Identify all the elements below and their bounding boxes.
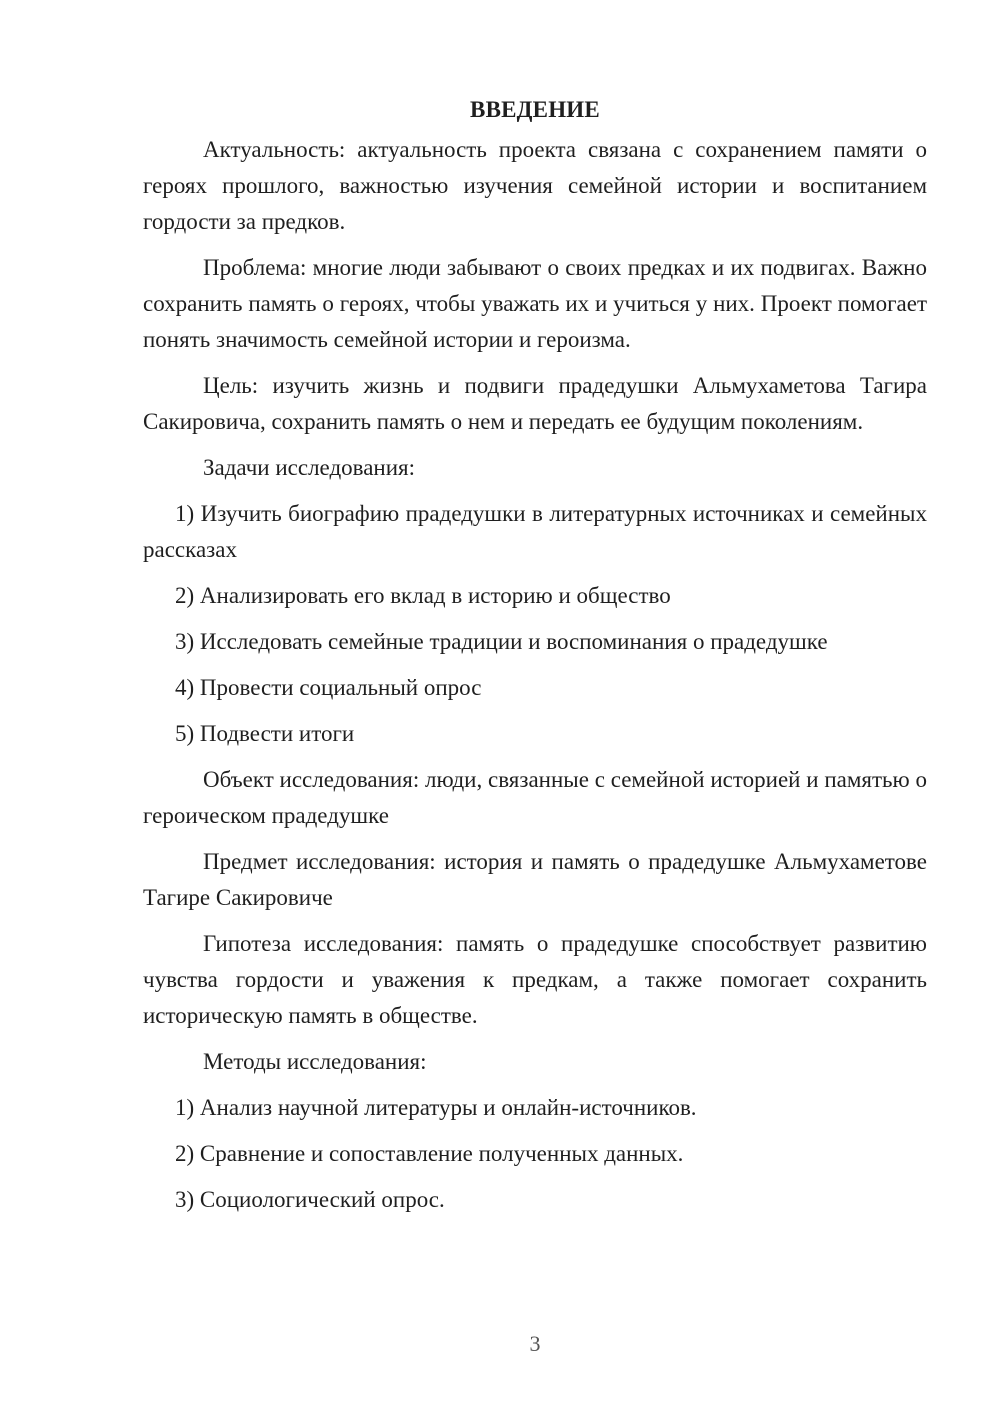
task-item-1: 1) Изучить биографию прадедушки в литературных источниках и семейных рассказах [143,501,927,562]
task-item-5: 5) Подвести итоги [175,721,355,746]
task-item-3: 3) Исследовать семейные традиции и воспоминания о прадедушке [175,629,828,654]
relevance-paragraph: Актуальность: актуальность проекта связана с сохранением памяти о героях прошлого, важностью изучения семейной истории и воспитанием гордости за предков. [143,137,927,234]
method-item-3: 3) Социологический опрос. [175,1187,445,1212]
tasks-heading: Задачи исследования: [203,455,416,480]
task-item-4: 4) Провести социальный опрос [175,675,482,700]
object-paragraph: Объект исследования: люди, связанные с семейной историей и памятью о героическом прадедушке [143,767,927,828]
page-content [143,92,927,1228]
methods-heading: Методы исследования: [203,1049,427,1074]
task-item-2: 2) Анализировать его вклад в историю и общество [175,583,671,608]
hypothesis-paragraph: Гипотеза исследования: память о прадедушке способствует развитию чувства гордости и уважения к предкам, а также помогает сохранить историческую память в обществе. [143,931,927,1028]
goal-paragraph: Цель: изучить жизнь и подвиги прадедушки Альмухаметова Тагира Сакировича, сохранить память о нем и передать ее будущим поколениям. [143,373,927,434]
method-item-1: 1) Анализ научной литературы и онлайн-источников. [175,1095,697,1120]
subject-paragraph: Предмет исследования: история и память о прадедушке Альмухаметове Тагире Сакировиче [143,849,927,910]
section-title: ВВЕДЕНИЕ [470,97,600,122]
page-number: 3 [529,1331,541,1356]
method-item-2: 2) Сравнение и сопоставление полученных данных. [175,1141,684,1166]
problem-paragraph: Проблема: многие люди забывают о своих предках и их подвигах. Важно сохранить память о героях, чтобы уважать их и учиться у них. Проект помогает понять значимость семейной истории и героизма. [143,255,927,352]
